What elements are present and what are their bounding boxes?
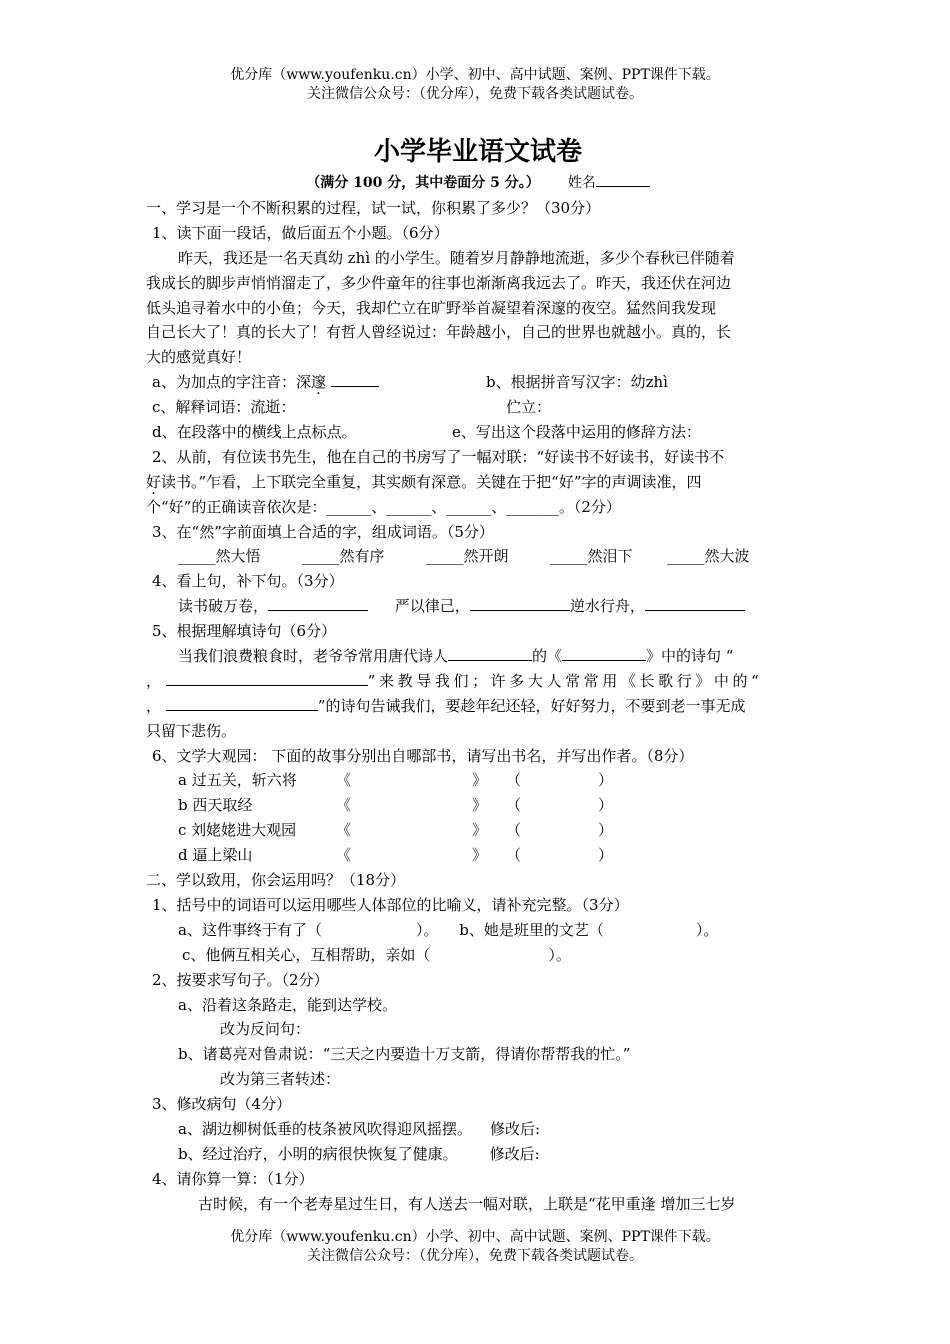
q3-title: 3、在“然”字前面填上合适的字，组成词语。（5分） [152,522,494,541]
q5-line-3 [146,694,810,719]
s2-q3a-text: a、湖边柳树低垂的枝条被风吹得迎风摇摆。 [178,1119,472,1138]
name-blank[interactable] [596,172,650,187]
q6-row [146,793,810,818]
s2-q1c-text: c、他俩互相关心，互相帮助，亲如（ [182,945,431,964]
q5-text: 当我们浪费粮食时，老爷爷常用唐代诗人 [178,647,449,666]
s2-q1a-end: ）。 [415,920,439,939]
s2-q3a-fix-label: 修改后: [489,1119,541,1138]
s2-q4-title: 4、请你算一算：（1分） [152,1169,314,1188]
q4c-text: 逆水行舟， [569,597,645,616]
q6-book-close: 》 [472,846,488,865]
footer-line-1: 优分库（www.youfenku.cn）小学、初中、高中试题、案例、PPT课件下载。 [230,1229,720,1245]
page-header [0,66,950,104]
q5-text: 》中的诗句 “ [646,647,734,666]
q2-line-2 [146,470,810,495]
q3-item[interactable]: _____然大悟 [178,547,261,566]
q1b-text: b、根据拼音写汉字：幼zhì [486,373,668,392]
s2-q3b-row [146,1142,810,1167]
q1-title: 1、读下面一段话，做后面五个小题。（6分） [152,223,449,242]
s2-q1a-text: a、这件事终于有了（ [178,920,322,939]
q1a-dotted-char: 邃 [310,373,326,392]
s2-q1b-text: b、她是班里的文艺（ [459,920,604,939]
q6-book-close: 》 [472,821,488,840]
score-note: （满分 100 分，其中卷面分 5 分。） [306,175,540,191]
q3-item[interactable]: _____然有序 [302,547,385,566]
s2-q3b-text: b、经过治疗，小明的病很快恢复了健康。 [178,1144,458,1163]
q4b-text: 严以律己， [394,597,470,616]
q6-book-close: 》 [472,771,488,790]
q6-title: 6、文学大观园： 下面的故事分别出自哪部书，请写出书名，并写出作者。（8分） [152,746,694,765]
q5-title: 5、根据理解填诗句（6分） [152,622,337,641]
s2-q2a-instruction: 改为反问句： [220,1020,311,1039]
q5-text: 的《 [532,647,563,666]
header-line-1: 优分库（www.youfenku.cn）小学、初中、高中试题、案例、PPT课件下载。 [230,67,720,83]
q1-ab-row [146,370,810,395]
q6-author-close: ） [598,796,614,815]
poem-title-blank[interactable] [562,646,646,661]
q4b-blank[interactable] [470,596,570,611]
q1-paragraph-line-5: 大的感觉真好！ [146,348,252,367]
exam-page [146,134,810,1217]
page-title: 小学毕业语文试卷 [373,137,582,167]
q1c-text: c、解释词语：流逝： [152,398,296,417]
q4-row [146,594,810,619]
s2-q4-line-1: 古时候，有一个老寿星过生日，有人送去一幅对联，上联是“花甲重逢 增加三七岁 [198,1194,736,1213]
q1a-text: a、为加点的字注音：深 [152,373,311,392]
name-label: 姓名 [567,175,596,191]
q6-book-close: 》 [472,796,488,815]
page-footer [0,1228,950,1266]
q6-item-label: c 刘姥姥进大观园 [178,821,297,840]
q3-items [146,544,810,569]
q4-title: 4、看上句，补下句。（3分） [152,572,344,591]
q6-book-blank[interactable]: 《 [336,846,352,865]
s2-q1b-end: ）。 [695,920,719,939]
s2-q2b: b、诸葛亮对鲁肃说：“三天之内要造十万支箭，得请你帮帮我的忙。” [178,1045,631,1064]
q2-line-1: 2、从前，有位读书先生，他在自己的书房写了一幅对联：“好读书不好读书，好读书不 [152,447,725,466]
q1e-text: e、写出这个段落中运用的修辞方法： [452,423,701,442]
poem-line-blank[interactable] [166,696,318,711]
s2-q1-c-row [146,943,810,968]
q6-row [146,818,810,843]
q1-paragraph-line-3: 低头追寻着水中的小鱼；今天，我却伫立在旷野举首凝望着深邃的夜空。猛然间我发现 [146,298,717,317]
q3-item[interactable]: _____然泪下 [550,547,633,566]
q5-line-2 [146,669,810,694]
s2-q2b-instruction: 改为第三者转述： [220,1070,341,1089]
q3-item[interactable]: _____然开朗 [426,547,509,566]
s2-q2-title: 2、按要求写句子。（2分） [152,970,329,989]
header-line-2: 关注微信公众号：（优分库），免费下载各类试题试卷。 [307,86,643,102]
q4c-blank[interactable] [645,596,745,611]
q5-text: ”的诗句告诫我们，要趁年纪还轻，好好努力，不要到老一事无成 [317,696,746,715]
q6-book-blank[interactable]: 《 [336,796,352,815]
section-1-heading: 一、学习是一个不断积累的过程，试一试，你积累了多少？（30分） [146,199,601,217]
q6-author-blank[interactable]: （ [506,796,522,815]
q5-line-1 [146,644,810,669]
exam-meta [146,172,810,196]
q1-c-row [146,395,810,420]
q2-dotted-char: 好 [146,472,162,491]
s2-q1-title: 1、括号中的词语可以运用哪些人体部位的比喻义，请补充完整。（3分） [152,895,629,914]
q1-de-row [146,420,810,445]
q1-paragraph-line-4: 自己长大了！真的长大了！有哲人曾经说过：年龄越小，自己的世界也就越小。真的，长 [146,323,732,342]
q5-line-4: 只留下悲伤。 [146,721,237,740]
q6-item-label: d 逼上梁山 [178,846,253,865]
q4a-blank[interactable] [268,596,368,611]
q5-text: ， [146,696,162,715]
q6-author-blank[interactable]: （ [506,821,522,840]
q6-author-close: ） [598,846,614,865]
q6-item-label: b 西天取经 [178,796,253,815]
section-2-heading: 二、学以致用，你会运用吗？（18分） [146,871,406,890]
q6-row [146,843,810,868]
q6-author-blank[interactable]: （ [506,771,522,790]
s2-q1-ab-row [146,918,810,943]
q2-line-2-text: 读书。”乍看，上下联完全重复，其实颇有深意。关键在于把“好”字的声调读准，四 [161,472,702,491]
q1-paragraph-line-2: 我成长的脚步声悄悄溜走了，多少件童年的往事也渐渐离我远去了。昨天，我还伏在河边 [146,273,732,292]
q6-book-blank[interactable]: 《 [336,771,352,790]
q6-author-close: ） [598,771,614,790]
q1d-text: d、在段落中的横线上点标点。 [152,423,357,442]
s2-q3-title: 3、修改病句（4分） [152,1095,292,1114]
q6-row [146,768,810,793]
poem-line-blank[interactable] [166,671,368,686]
q1c-second-term: 伫立： [506,398,552,417]
q1a-blank[interactable] [331,372,379,387]
q6-author-blank[interactable]: （ [506,846,522,865]
s2-q3a-row [146,1117,810,1142]
q5-text: ”来教导我们；许多大人常常用《长歌行》中的“ [367,671,763,690]
q6-book-blank[interactable]: 《 [336,821,352,840]
footer-line-2: 关注微信公众号：（优分库），免费下载各类试题试卷。 [307,1248,643,1264]
s2-q1c-end: ）。 [548,945,571,964]
q5-text: ， [146,671,162,690]
q3-item[interactable]: _____然大波 [667,547,750,566]
s2-q3b-fix-label: 修改后: [489,1144,540,1163]
s2-q2a: a、沿着这条路走，能到达学校。 [178,995,397,1014]
poet-blank[interactable] [448,646,532,661]
q6-item-label: a 过五关，斩六将 [178,771,297,790]
q1-paragraph-line-1: 昨天，我还是一名天真幼 zhì 的小学生。随着岁月静静地流逝，多少个春秋已伴随着 [178,248,735,267]
q2-line-3: 个“好”的正确读音依次是：______、______、______、_______。（2分） [146,497,621,516]
q4a-text: 读书破万卷， [178,597,269,616]
q6-author-close: ） [598,821,614,840]
